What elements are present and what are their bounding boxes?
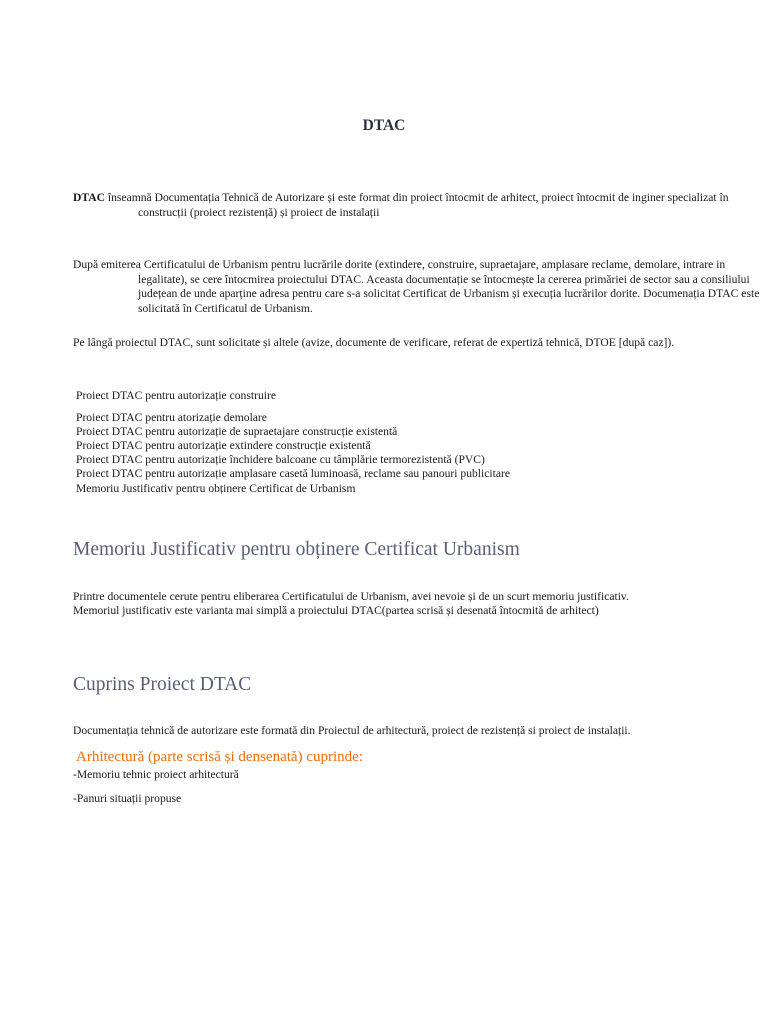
- intro-term: DTAC: [73, 191, 105, 204]
- intro-text: înseamnă Documentația Tehnică de Autorizare și este format din proiect întocmit de arhitect, proiect întocmit de inginer specializat în construcții (proiect rezistență) și proiect de instalații: [105, 191, 729, 219]
- list-item: Proiect DTAC pentru autorizație de supraetajare construcție existentă: [76, 425, 398, 438]
- memoriu-line-2: Memoriul justificativ este varianta mai simplă a proiectului DTAC(partea scrisă și desenată întocmită de arhitect): [73, 604, 599, 617]
- list-item: Proiect DTAC pentru autorizație închidere balcoane cu tâmplărie termorezistentă (PVC): [76, 453, 485, 466]
- arhitectura-item: -Memoriu tehnic proiect arhitectură: [73, 768, 239, 781]
- additional-documents-paragraph: Pe lângă proiectul DTAC, sunt solicitate și altele (avize, documente de verificare, referat de expertiză tehnică, DTOE [după caz]).: [73, 336, 675, 349]
- page-title: DTAC: [362, 117, 406, 134]
- memoriu-heading: Memoriu Justificativ pentru obținere Certificat Urbanism: [73, 539, 520, 560]
- intro-paragraph: [73, 191, 763, 220]
- list-item: Proiect DTAC pentru autorizație amplasare casetă luminoasă, reclame sau panouri publicitare: [76, 467, 510, 480]
- list-item: Proiect DTAC pentru autorizație extindere construcție existentă: [76, 439, 371, 452]
- cuprins-text: Documentația tehnică de autorizare este formată din Proiectul de arhitectură, proiect de rezistență si proiect de instalații.: [73, 724, 631, 737]
- memoriu-line-1: Printre documentele cerute pentru eliberarea Certificatului de Urbanism, avei nevoie și de un scurt memoriu justificativ.: [73, 590, 629, 603]
- list-item: Proiect DTAC pentru atorizație demolare: [76, 411, 267, 424]
- certificate-paragraph: După emiterea Certificatului de Urbanism pentru lucrările dorite (extindere, construire, supraetajare, amplasare reclame, demolare, intrare in legalitate), se cere întocmirea proiectului DTAC. Aceasta documentație se întocmește la cererea primăriei de sector sau a consiliului județean de unde aparține adresa pentru care s-a solicitat Certificat de Urbanism și execuția lucrărilor dorite. Documenația DTAC este solicitată în Certificatul de Urbanism.: [73, 258, 760, 315]
- arhitectura-item: -Panuri situații propuse: [73, 792, 182, 805]
- cuprins-heading: Cuprins Proiect DTAC: [73, 674, 252, 695]
- list-item: Proiect DTAC pentru autorizație construire: [76, 389, 276, 402]
- arhitectura-subheading: Arhitectură (parte scrisă și densenată) cuprinde:: [76, 749, 363, 765]
- list-item: Memoriu Justificativ pentru obținere Certificat de Urbanism: [76, 482, 356, 495]
